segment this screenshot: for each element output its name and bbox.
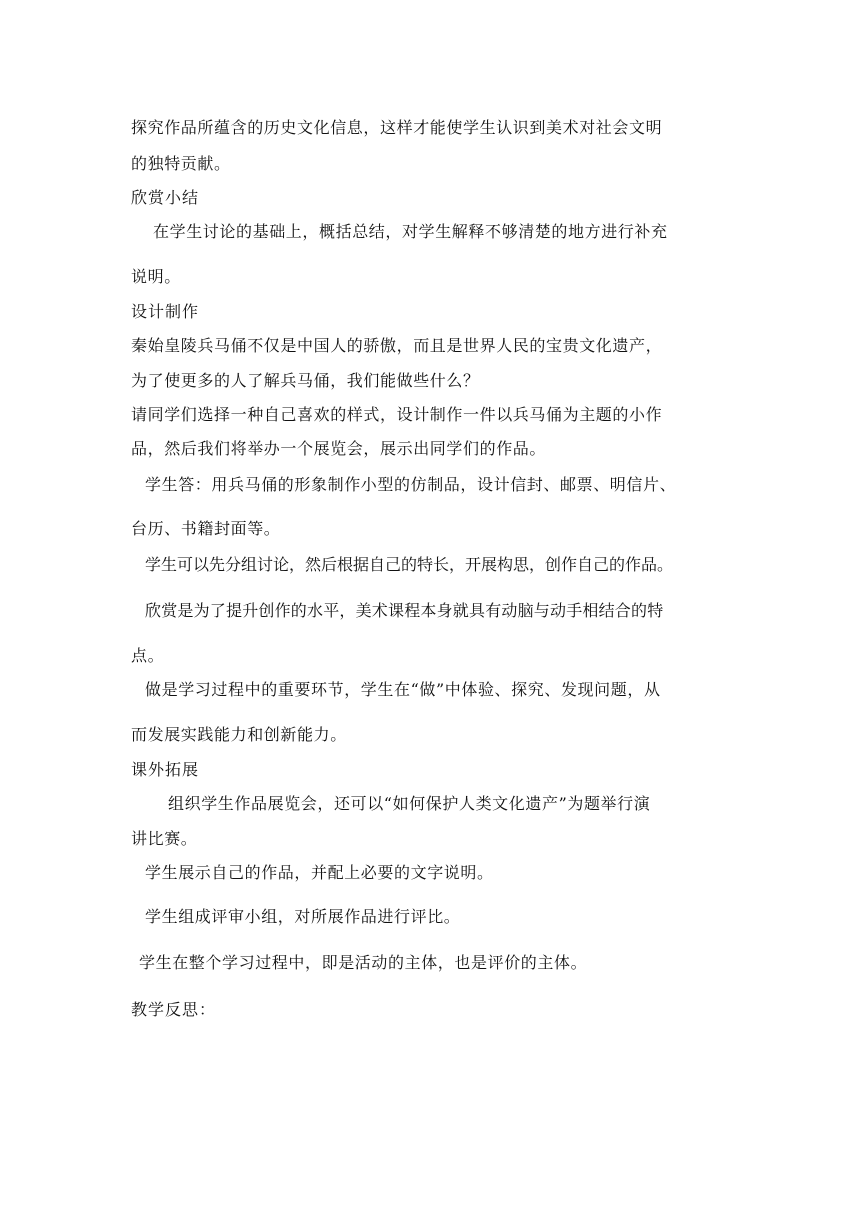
paragraph-line: 组织学生作品展览会，还可以“如何保护人类文化遗产”为题举行演 [168,794,651,813]
paragraph-line: 请同学们选择一种自己喜欢的样式，设计制作一件以兵马俑为主题的小作 [131,405,663,424]
section-heading-design-production: 设计制作 [131,302,200,321]
paragraph-line: 点。 [131,646,165,665]
paragraph-line: 讲比赛。 [131,829,198,848]
paragraph-line: 而发展实践能力和创新能力。 [131,725,347,744]
paragraph-line: 探究作品所蕴含的历史文化信息，这样才能使学生认识到美术对社会文明 [131,118,663,137]
section-heading-teaching-reflection: 教学反思： [131,1000,217,1019]
paragraph-line: 在学生讨论的基础上，概括总结，对学生解释不够清楚的地方进行补充 [153,222,668,241]
section-heading-appreciation-summary: 欣赏小结 [131,188,200,207]
paragraph-line: 品，然后我们将举办一个展览会，展示出同学们的作品。 [131,439,547,458]
section-heading-extracurricular: 课外拓展 [131,760,200,779]
paragraph-line: 欣赏是为了提升创作的水平，美术课程本身就具有动脑与动手相结合的特 [145,601,664,620]
paragraph-line: 学生可以先分组讨论，然后根据自己的特长，开展构思，创作自己的作品。 [145,555,674,574]
paragraph-line: 为了使更多的人了解兵马俑，我们能做些什么？ [131,371,480,390]
paragraph-line: 学生展示自己的作品，并配上必要的文字说明。 [145,863,494,882]
paragraph-line: 说明。 [131,267,181,286]
paragraph-line: 学生答：用兵马俑的形象制作小型的仿制品，设计信封、邮票、明信片、 [145,475,677,494]
paragraph-line: 台历、书籍封面等。 [131,519,281,538]
paragraph-line: 学生组成评审小组，对所展作品进行评比。 [145,907,461,926]
paragraph-line: 的独特贡献。 [131,154,231,173]
paragraph-line: 学生在整个学习过程中，即是活动的主体，也是评价的主体。 [139,953,588,972]
paragraph-line: 做是学习过程中的重要环节，学生在“做”中体验、探究、发现问题，从 [145,680,661,699]
paragraph-line: 秦始皇陵兵马俑不仅是中国人的骄傲，而且是世界人民的宝贵文化遗产， [131,336,663,355]
